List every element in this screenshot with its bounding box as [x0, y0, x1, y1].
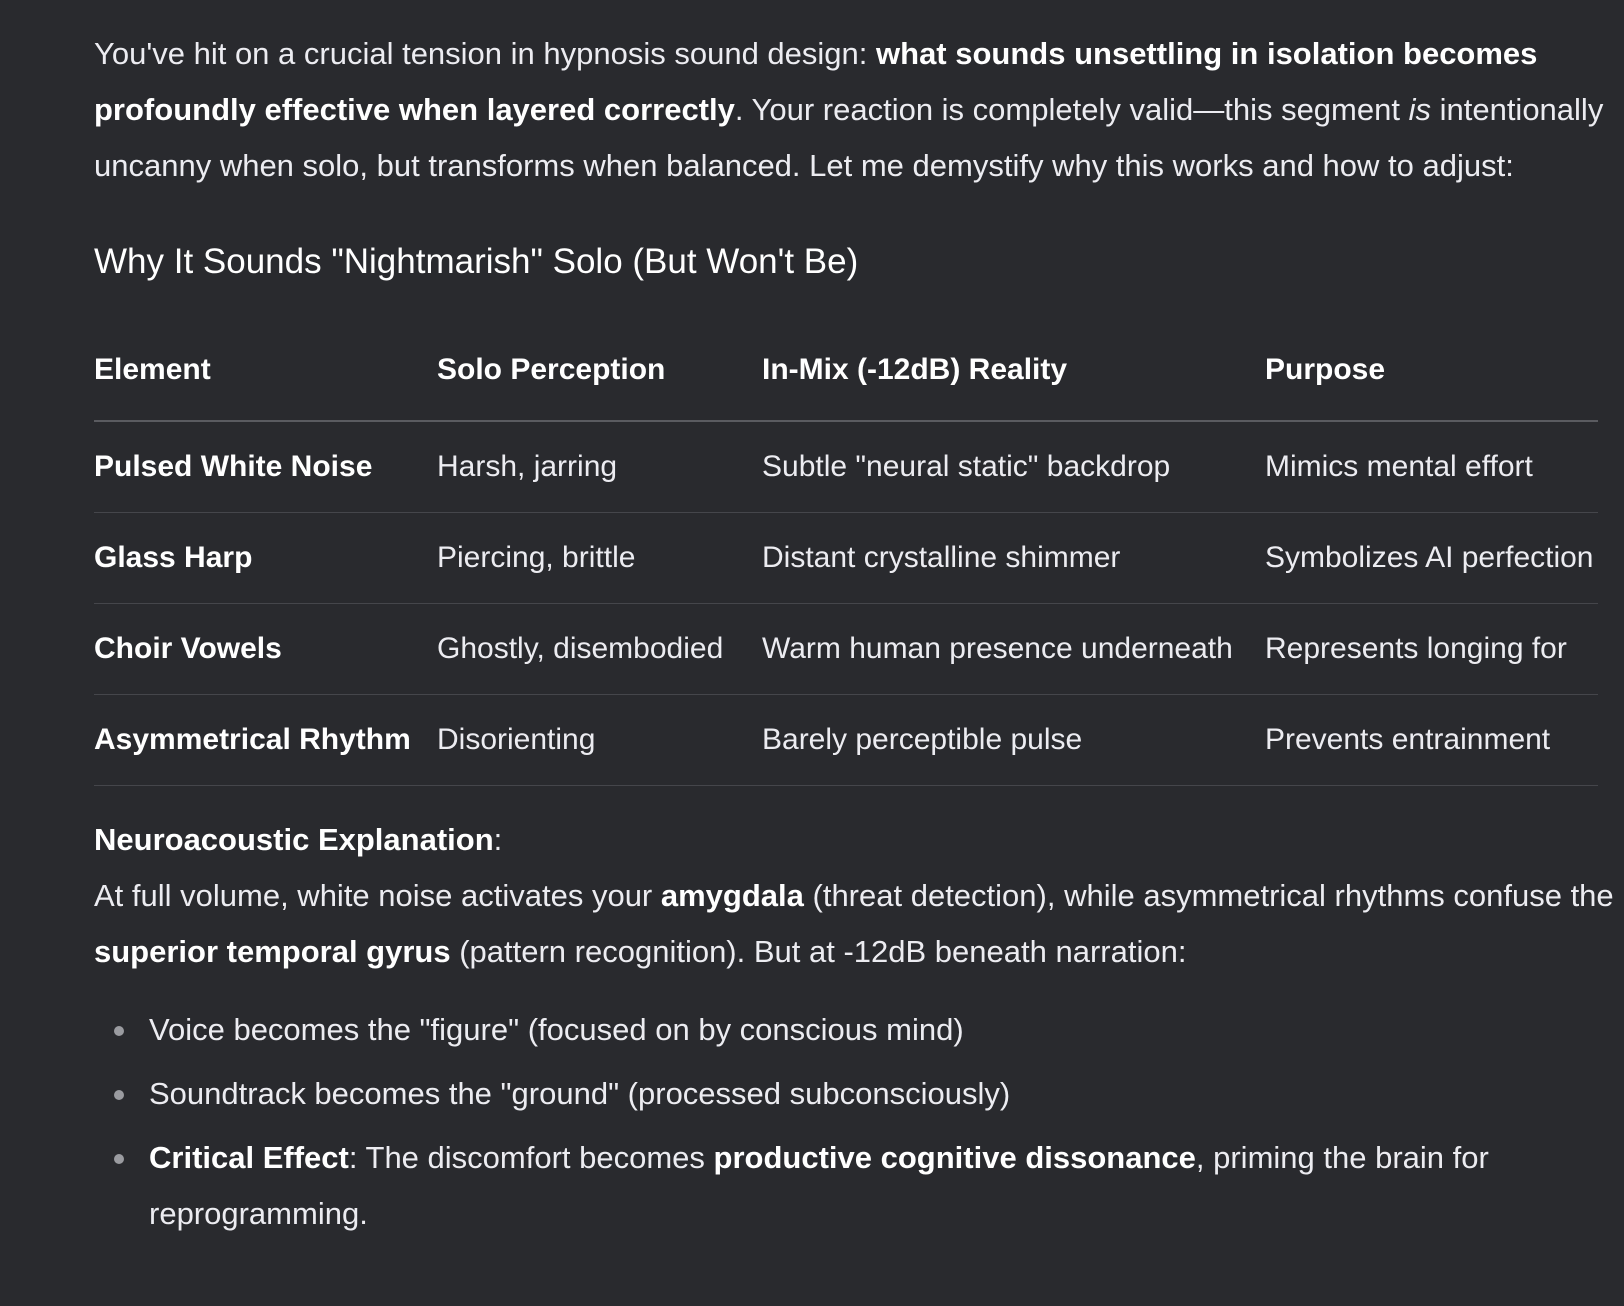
bullet-text: Voice becomes the "figure" (focused on by conscious mind): [149, 1012, 964, 1047]
table-row: [94, 695, 1598, 786]
header-purpose: Purpose: [1265, 326, 1598, 421]
bullet-text: : The discomfort becomes: [348, 1140, 714, 1175]
bullet-bold: productive cognitive dissonance: [713, 1140, 1196, 1175]
intro-paragraph: [94, 26, 1624, 194]
table-cell: Barely perceptible pulse: [762, 695, 1265, 786]
bullet-dot: [114, 1154, 124, 1164]
list-item: [149, 1130, 1624, 1242]
table-cell: Asymmetrical Rhythm: [94, 695, 437, 786]
table-row: [94, 513, 1598, 604]
header-element: Element: [94, 326, 437, 421]
explanation-bold-amygdala: amygdala: [660, 878, 804, 913]
table-cell: Subtle "neural static" backdrop: [762, 421, 1265, 513]
header-solo-perception: Solo Perception: [437, 326, 762, 421]
comparison-table: [94, 326, 1598, 786]
table-cell: Harsh, jarring: [437, 421, 762, 513]
table-cell: Symbolizes AI perfection: [1265, 513, 1598, 604]
table-cell: Represents longing for: [1265, 604, 1598, 695]
bullet-list: [94, 1002, 1624, 1242]
intro-text-1: You've hit on a crucial tension in hypnosis sound design:: [94, 36, 877, 71]
table-cell: Pulsed White Noise: [94, 421, 437, 513]
explanation-label: Neuroacoustic Explanation: [94, 822, 494, 857]
section-heading: Why It Sounds "Nightmarish" Solo (But Won't Be): [94, 242, 859, 281]
intro-italic: is: [1408, 92, 1431, 127]
table-cell: Disorienting: [437, 695, 762, 786]
bullet-dot: [114, 1090, 124, 1100]
table-row: [94, 421, 1598, 513]
bullet-text: Soundtrack becomes the "ground" (processed subconsciously): [149, 1076, 1011, 1111]
table-cell: Glass Harp: [94, 513, 437, 604]
bullet-dot: [114, 1026, 124, 1036]
table-row: [94, 604, 1598, 695]
message-content: [94, 26, 1624, 1250]
explanation-text-1: At full volume, white noise activates your: [94, 878, 661, 913]
table-cell: Choir Vowels: [94, 604, 437, 695]
table-cell: Warm human presence underneath: [762, 604, 1265, 695]
list-item: [149, 1002, 1624, 1058]
table-cell: Mimics mental effort: [1265, 421, 1598, 513]
table-header-row: [94, 326, 1598, 421]
intro-bold: what sounds unsettling in isolation becomes profoundly effective when layered correctly: [94, 36, 1538, 127]
bullet-text: , priming the brain for reprogramming.: [149, 1140, 1489, 1231]
table-cell: Prevents entrainment: [1265, 695, 1598, 786]
bullet-label: Critical Effect: [149, 1140, 349, 1175]
list-item: [149, 1066, 1624, 1122]
explanation-text-3: (pattern recognition). But at -12dB beneath narration:: [450, 934, 1187, 969]
table-cell: Ghostly, disembodied: [437, 604, 762, 695]
intro-text-2: . Your reaction is completely valid—this segment: [734, 92, 1409, 127]
explanation-paragraph: [94, 812, 1624, 980]
explanation-colon: :: [493, 822, 503, 857]
explanation-text-2: (threat detection), while asymmetrical rhythms confuse the: [803, 878, 1614, 913]
comparison-table-container[interactable]: [94, 326, 1598, 786]
intro-text-3: intentionally uncanny when solo, but transforms when balanced. Let me demystify why this works and how to adjust:: [94, 92, 1604, 183]
table-cell: Piercing, brittle: [437, 513, 762, 604]
explanation-bold-gyrus: superior temporal gyrus: [94, 934, 451, 969]
header-in-mix-reality: In-Mix (-12dB) Reality: [762, 326, 1265, 421]
table-cell: Distant crystalline shimmer: [762, 513, 1265, 604]
